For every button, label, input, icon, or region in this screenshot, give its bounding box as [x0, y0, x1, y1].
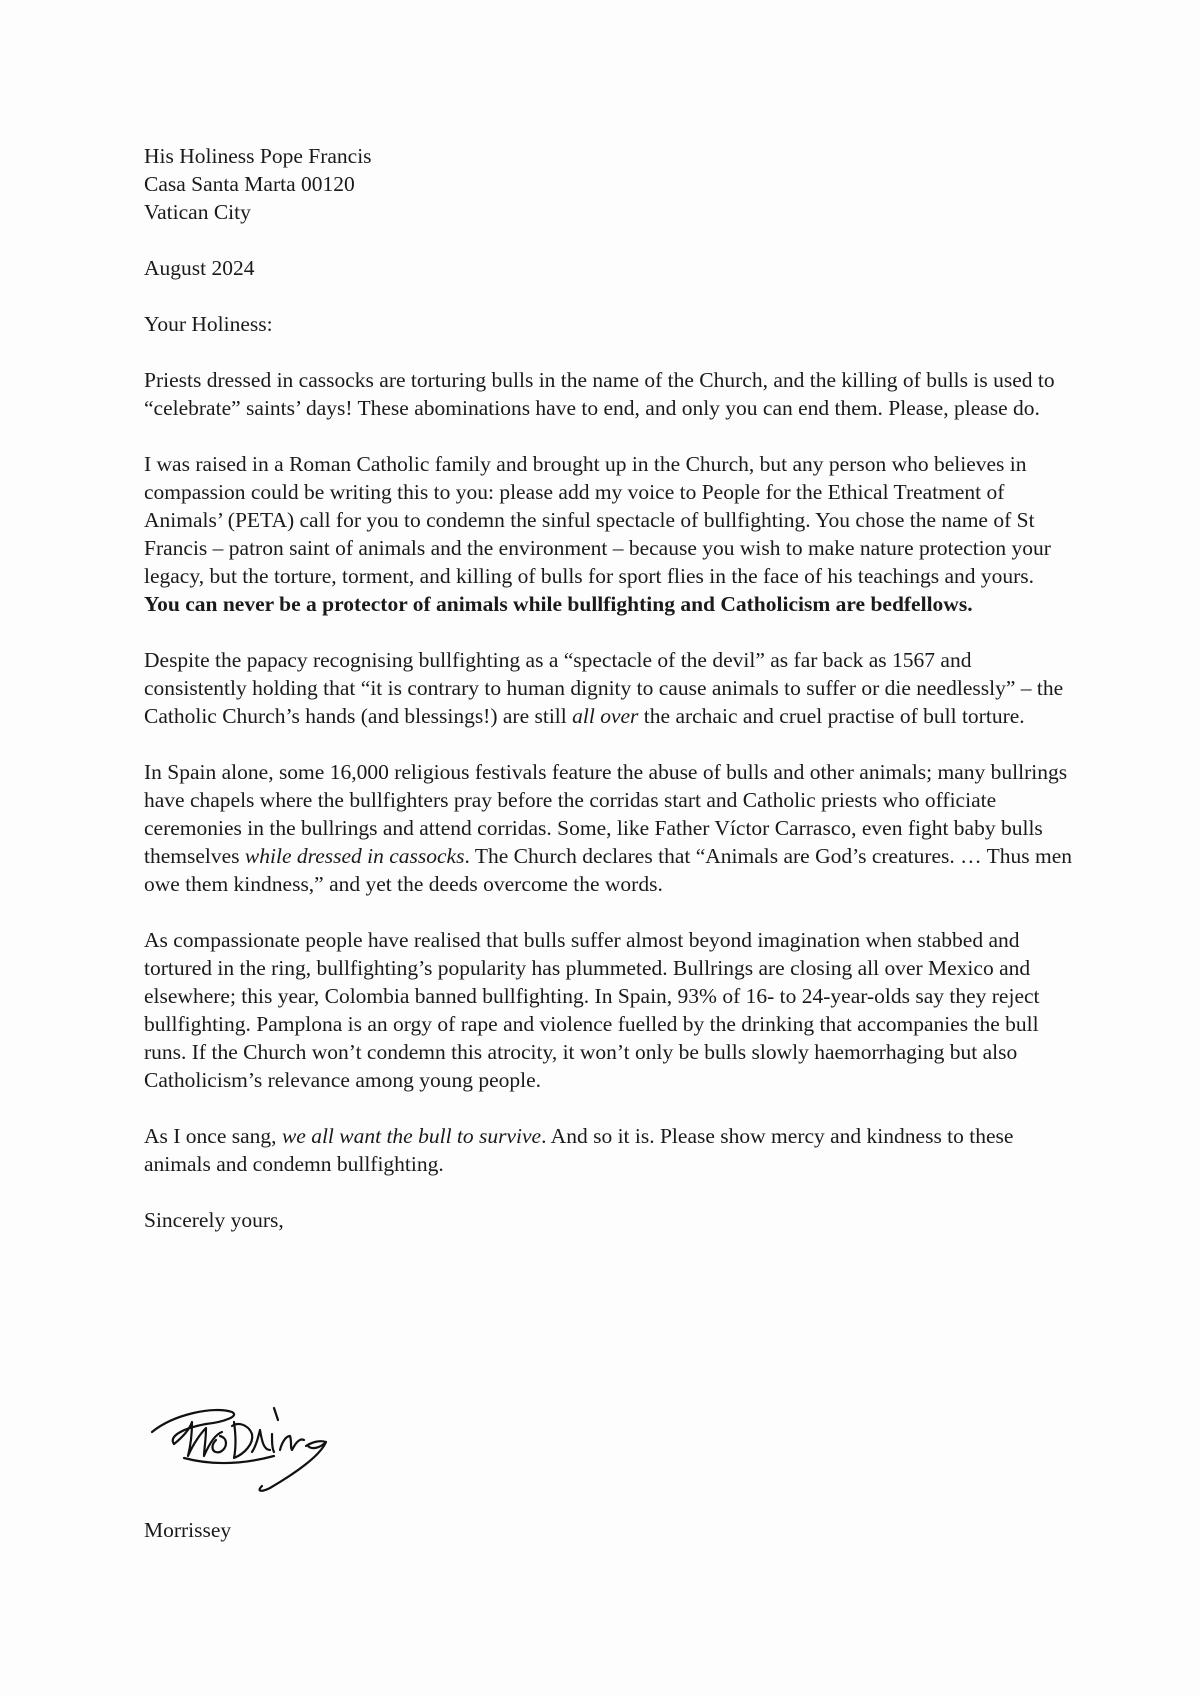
signer-name: Morrissey: [144, 1518, 232, 1542]
salutation: Your Holiness:: [144, 312, 273, 336]
paragraph-4: [144, 758, 1074, 898]
recipient-line-1: His Holiness Pope Francis: [144, 144, 372, 168]
paragraph-6-italic: we all want the bull to survive: [281, 1124, 542, 1148]
paragraph-6-text-before: As I once sang,: [144, 1124, 282, 1148]
paragraph-3-italic: all over: [572, 704, 639, 728]
paragraph-2: [144, 450, 1074, 618]
paragraph-4-text-before: In Spain alone, some 16,000 religious festivals feature the abuse of bulls and other animals; many bullrings have chapels where the bullfighters pray before the corridas start and Catholic priests who officiate ceremonies in the bullrings and attend corridas. Some, like Father Víctor Carrasco, even fight baby bulls themselves: [144, 760, 1068, 868]
recipient-line-2: Casa Santa Marta 00120: [144, 172, 355, 196]
paragraph-6-text-after: . And so it is. Please show mercy and kindness to these animals and condemn bullfighting.: [144, 1124, 1014, 1176]
paragraph-3-text-after: the archaic and cruel practise of bull torture.: [638, 704, 1025, 728]
paragraph-5: As compassionate people have realised that bulls suffer almost beyond imagination when stabbed and tortured in the ring, bullfighting’s popularity has plummeted. Bullrings are closing all over Mexico and elsewhere; this year, Colombia banned bullfighting. In Spain, 93% of 16- to 24-year-olds say they reject bullfighting. Pamplona is an orgy of rape and violence fuelled by the drinking that accompanies the bull runs. If the Church won’t condemn this atrocity, it won’t only be bulls slowly haemorrhaging but also Catholicism’s relevance among young people.: [144, 928, 1040, 1092]
paragraph-3-text-before: Despite the papacy recognising bullfighting as a “spectacle of the devil” as far back as 1567 and consistently holding that “it is contrary to human dignity to cause animals to suffer or die needlessly” – the Catholic Church’s hands (and blessings!) are still: [144, 648, 1064, 728]
letter-body: [144, 142, 1074, 1262]
recipient-address: [144, 142, 1074, 226]
closing: Sincerely yours,: [144, 1208, 284, 1232]
paragraph-2-text: I was raised in a Roman Catholic family and brought up in the Church, but any person who believes in compassion could be writing this to you: please add my voice to People for the Ethical Treatment of Animals’ (PETA) call for you to condemn the sinful spectacle of bullfighting. You chose the name of St Francis – patron saint of animals and the environment – because you wish to make nature protection your legacy, but the torture, torment, and killing of bulls for sport flies in the face of his teachings and yours.: [144, 452, 1051, 588]
letter-date: August 2024: [144, 256, 255, 280]
handwritten-signature: [144, 1392, 344, 1502]
paragraph-4-text-after: . The Church declares that “Animals are God’s creatures. … Thus men owe them kindness,” and yet the deeds overcome the words.: [144, 844, 1073, 896]
paragraph-3: [144, 646, 1074, 730]
recipient-line-3: Vatican City: [144, 200, 251, 224]
paragraph-4-italic: while dressed in cassocks: [244, 844, 465, 868]
paragraph-2-bold: You can never be a protector of animals while bullfighting and Catholicism are bedfellows.: [144, 592, 973, 616]
paragraph-1: Priests dressed in cassocks are torturing bulls in the name of the Church, and the killing of bulls is used to “celebrate” saints’ days! These abominations have to end, and only you can end them. Please, please do.: [144, 368, 1055, 420]
paragraph-6: [144, 1122, 1074, 1178]
